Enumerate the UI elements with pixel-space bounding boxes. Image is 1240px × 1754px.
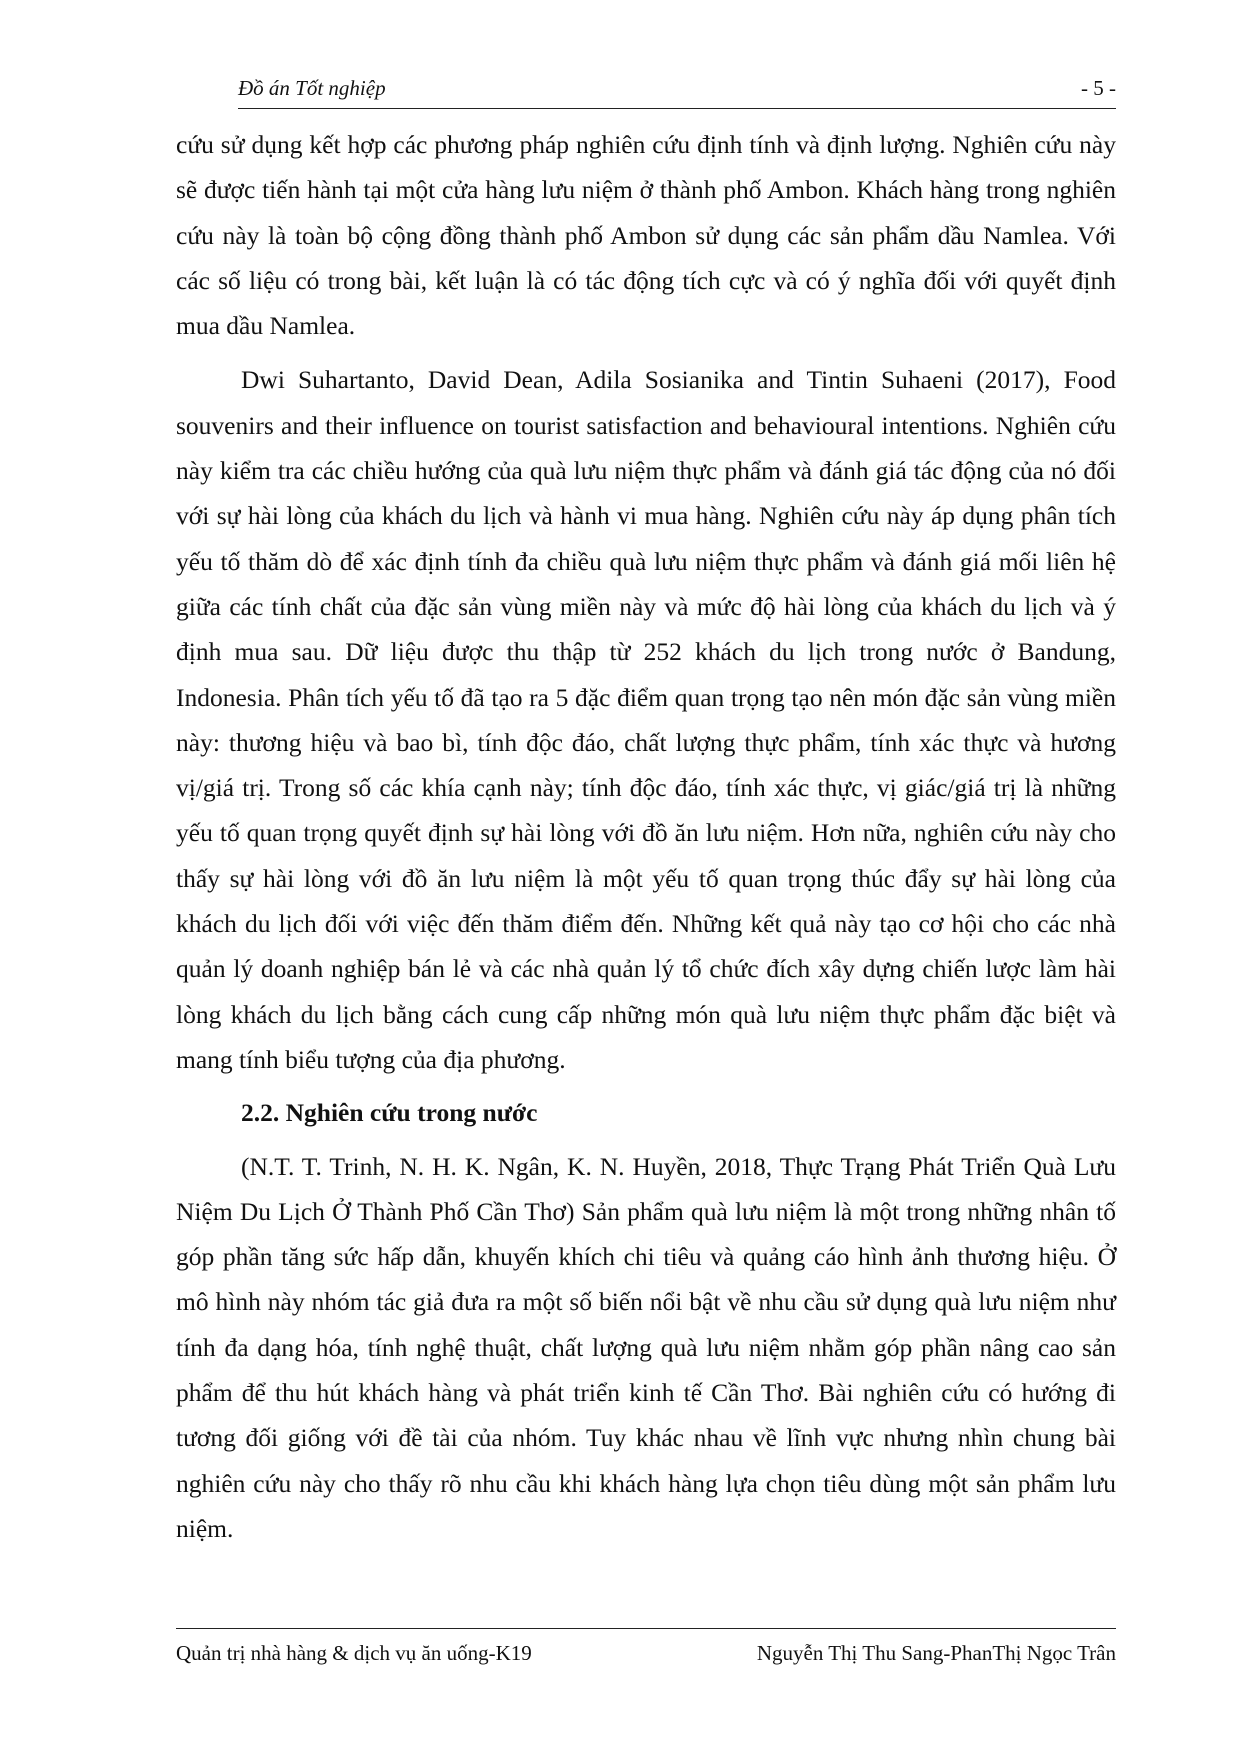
page-header xyxy=(238,68,1116,109)
paragraph-food-souvenirs: Dwi Suhartanto, David Dean, Adila Sosianika and Tintin Suhaeni (2017), Food souvenirs and their influence on tourist satisfaction and behavioural intentions. Nghiên cứu này kiểm tra các chiều hướng của quà lưu niệm thực phẩm và đánh giá tác động của nó đối với sự hài lòng của khách du lịch và hành vi mua hàng. Nghiên cứu này áp dụng phân tích yếu tố thăm dò để xác định tính đa chiều quà lưu niệm thực phẩm và đánh giá mối liên hệ giữa các tính chất của đặc sản vùng miền này và mức độ hài lòng của khách du lịch và ý định mua sau. Dữ liệu được thu thập từ 252 khách du lịch trong nước ở Bandung, Indonesia. Phân tích yếu tố đã tạo ra 5 đặc điểm quan trọng tạo nên món đặc sản vùng miền này: thương hiệu và bao bì, tính độc đáo, chất lượng thực phẩm, tính xác thực và hương vị/giá trị. Trong số các khía cạnh này; tính độc đáo, tính xác thực, vị giác/giá trị là những yếu tố quan trọng quyết định sự hài lòng với đồ ăn lưu niệm. Hơn nữa, nghiên cứu này cho thấy sự hài lòng với đồ ăn lưu niệm là một yếu tố quan trọng thúc đẩy sự hài lòng của khách du lịch đối với việc đến thăm điểm đến. Những kết quả này tạo cơ hội cho các nhà quản lý doanh nghiệp bán lẻ và các nhà quản lý tổ chức đích xây dựng chiến lược làm hài lòng khách du lịch bằng cách cung cấp những món quà lưu niệm thực phẩm đặc biệt và mang tính biểu tượng của địa phương. xyxy=(176,365,1116,1074)
page-footer xyxy=(176,1628,1116,1669)
section-heading: 2.2. Nghiên cứu trong nước xyxy=(241,1098,538,1128)
footer-course: Quản trị nhà hàng & dịch vụ ăn uống-K19 xyxy=(176,1641,532,1665)
page-body xyxy=(176,122,1116,1551)
footer-authors: Nguyễn Thị Thu Sang-PhanThị Ngọc Trân xyxy=(756,1641,1116,1665)
header-title: Đồ án Tốt nghiệp xyxy=(238,76,386,100)
paragraph-continuation: cứu sử dụng kết hợp các phương pháp nghiên cứu định tính và định lượng. Nghiên cứu này sẽ được tiến hành tại một cửa hàng lưu niệm ở thành phố Ambon. Khách hàng trong nghiên cứu này là toàn bộ cộng đồng thành phố Ambon sử dụng các sản phẩm dầu Namlea. Với các số liệu có trong bài, kết luận là có tác động tích cực và có ý nghĩa đối với quyết định mua dầu Namlea. xyxy=(176,130,1116,341)
page-number: - 5 - xyxy=(1081,76,1116,100)
paragraph-domestic-research: (N.T. T. Trinh, N. H. K. Ngân, K. N. Huyền, 2018, Thực Trạng Phát Triển Quà Lưu Niệm Du Lịch Ở Thành Phố Cần Thơ) Sản phẩm quà lưu niệm là một trong những nhân tố góp phần tăng sức hấp dẫn, khuyến khích chi tiêu và quảng cáo hình ảnh thương hiệu. Ở mô hình này nhóm tác giả đưa ra một số biến nổi bật về nhu cầu sử dụng quà lưu niệm như tính đa dạng hóa, tính nghệ thuật, chất lượng quà lưu niệm nhằm góp phần nâng cao sản phẩm để thu hút khách hàng và phát triển kinh tế Cần Thơ. Bài nghiên cứu có hướng đi tương đối giống với đề tài của nhóm. Tuy khác nhau về lĩnh vực nhưng nhìn chung bài nghiên cứu này cho thấy rõ nhu cầu khi khách hàng lựa chọn tiêu dùng một sản phẩm lưu niệm. xyxy=(176,1151,1116,1543)
